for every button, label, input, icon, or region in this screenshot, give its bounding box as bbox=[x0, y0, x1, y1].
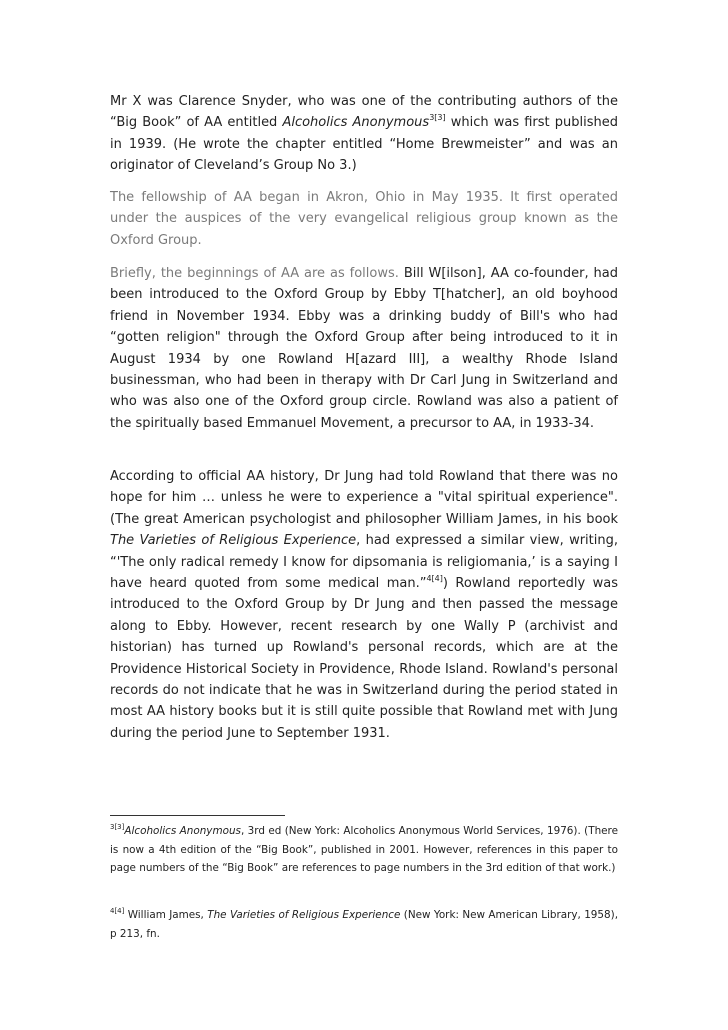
footnote-mark: 3[3] bbox=[110, 823, 125, 831]
paragraph-jung: According to official AA history, Dr Jung had told Rowland that there was no hope for him … unless he were to experience a "vital spiritual experience". (The great American psychologist and philosopher William James, in his book The Varieties of Religious Experience, had expressed a similar view, writing, “'The only radical remedy I know for dipsomania is religiomania,’ is a saying I have heard quoted from some medical man.”$^{4[4]}$) Rowland reportedly was introduced to the Oxford Group by Dr Jung and then passed the message along to Ebby. However, recent research by one Wally P (archivist and historian) has turned up Rowland's personal records, which are at the Providence Historical Society in Providence, Rhode Island. Rowland's personal records do not indicate that he was in Switzerland during the period stated in most AA history books but it is still quite possible that Rowland met with Jung during the period June to September 1931. bbox=[110, 469, 618, 741]
footnote-title: Alcoholics Anonymous bbox=[124, 825, 241, 837]
paragraph-beginnings: Briefly, the beginnings of AA are as follows. Bill W[ilson], AA co-founder, had been introduced to the Oxford Group by Ebby T[hatcher], an old boyhood friend in November 1934. Ebby was a drinking buddy of Bill's who had “gotten religion" through the Oxford Group after being introduced to it in August 1934 by one Rowland H[azard III], a wealthy Rhode Island businessman, who had been in therapy with Dr Carl Jung in Switzerland and who was also one of the Oxford group circle. Rowland was also a patient of the spiritually based Emmanuel Movement, a precursor to AA, in 1933-34. bbox=[110, 266, 618, 431]
book-title: The Varieties of Religious Experience bbox=[110, 533, 357, 549]
lead-sentence: Briefly, the beginnings of AA are as follows. bbox=[110, 266, 399, 281]
paragraph-fellowship: The fellowship of AA began in Akron, Ohio in May 1935. It first operated under the auspices of the very evangelical religious group known as the Oxford Group. bbox=[110, 190, 618, 248]
footnote-title: The Varieties of Religious Experience bbox=[207, 909, 401, 921]
footnote-divider bbox=[110, 815, 285, 816]
footnote-3: $^{3[3]}$Alcoholics Anonymous, 3rd ed (New York: Alcoholics Anonymous World Services, 1976). (There is now a 4th edition of the “Big Book”, published in 2001. However, references in this paper to page numbers of the “Big Book” are references to page numbers in the 3rd edition of that work.) bbox=[110, 823, 618, 874]
footnote-mark: 4[4] bbox=[110, 907, 125, 915]
footnote-4: $^{4[4]}$ William James, The Varieties of Religious Experience (New York: New American Library, 1958), p 213, fn. bbox=[110, 907, 619, 940]
footnote-ref-3[interactable]: 3[3] bbox=[429, 113, 446, 123]
footnote-ref-4[interactable]: 4[4] bbox=[426, 574, 443, 584]
book-title: Alcoholics Anonymous bbox=[282, 115, 430, 131]
paragraph-mr-x: Mr X was Clarence Snyder, who was one of the contributing authors of the “Big Book” of AA entitled Alcoholics Anonymous$^{3[3]}$ which was first published in 1939. (He wrote the chapter entitled “Home Brewmeister” and was an originator of Cleveland’s Group No 3.) bbox=[110, 94, 619, 174]
